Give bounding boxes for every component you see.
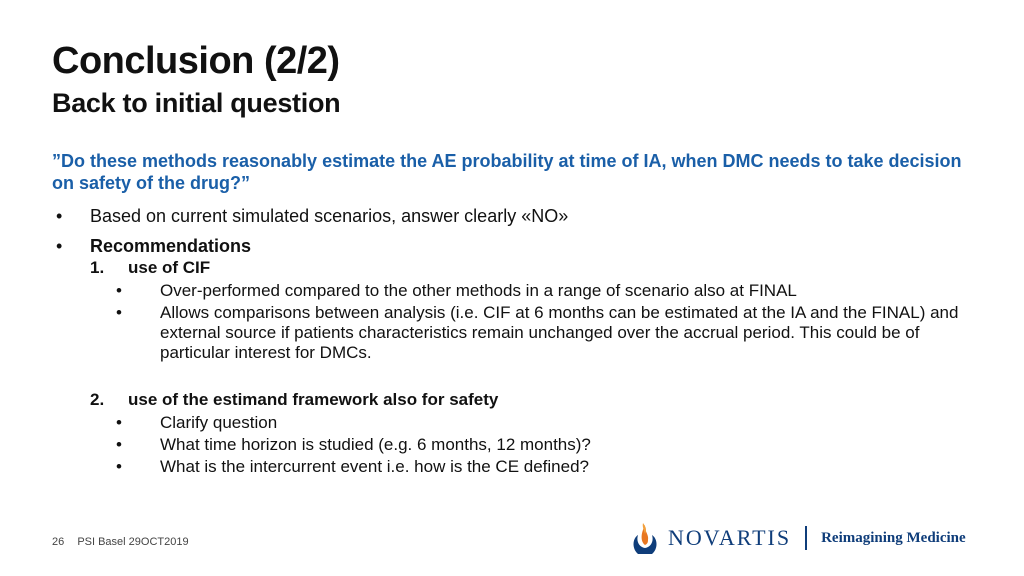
recommendation-number: 2.	[90, 390, 105, 409]
bullet-dot: •	[56, 206, 63, 226]
brand-tagline: Reimagining Medicine	[821, 529, 966, 546]
list-item	[52, 281, 972, 301]
bullet-answer-text: Based on current simulated scenarios, answer clearly «NO»	[90, 206, 569, 226]
bullet-dot: •	[116, 303, 122, 322]
novartis-logo	[630, 520, 966, 556]
footer	[52, 536, 199, 548]
recommendation-label: use of CIF	[128, 258, 211, 277]
slide-title: Conclusion (2/2)	[52, 40, 340, 82]
slide-subtitle: Back to initial question	[52, 88, 341, 118]
recommendation-2	[52, 389, 972, 411]
bullet-dot: •	[116, 457, 122, 476]
recommendation-1	[52, 257, 972, 279]
list-item-text: What is the intercurrent event i.e. how is the CE defined?	[160, 457, 590, 476]
bullet-dot: •	[116, 435, 122, 454]
list-item	[52, 303, 972, 363]
brand-name: NOVARTIS	[668, 525, 792, 550]
list-item-text: What time horizon is studied (e.g. 6 months, 12 months)?	[160, 435, 591, 454]
page-number: 26	[52, 536, 65, 548]
list-item	[52, 413, 972, 433]
bullet-recommendations	[52, 235, 972, 257]
question-quote: ”Do these methods reasonably estimate the AE probability at time of IA, when DMC needs to take decision on safety of the drug?”	[52, 151, 962, 193]
list-item	[52, 435, 972, 455]
bullet-dot: •	[116, 413, 122, 432]
bullet-dot: •	[56, 236, 63, 256]
list-item-text: Over-performed compared to the other methods in a range of scenario also at FINAL	[160, 281, 797, 300]
recommendation-number: 1.	[90, 258, 105, 277]
list-item-text: Allows comparisons between analysis (i.e. CIF at 6 months can be estimated at the IA and the FINAL) and external source if patients characteristics remain unchanged over the accrual period. This could be of particular interest for DMCs.	[160, 303, 959, 362]
flame-logo-icon	[630, 521, 660, 555]
recommendation-label: use of the estimand framework also for safety	[128, 390, 499, 409]
bullet-answer	[52, 205, 972, 227]
logo-divider	[805, 526, 807, 550]
footer-event: PSI Basel 29OCT2019	[77, 536, 189, 548]
list-item	[52, 457, 972, 477]
content-body	[52, 205, 972, 477]
bullet-recommendations-text: Recommendations	[90, 236, 252, 256]
bullet-dot: •	[116, 281, 122, 300]
list-item-text: Clarify question	[160, 413, 278, 432]
